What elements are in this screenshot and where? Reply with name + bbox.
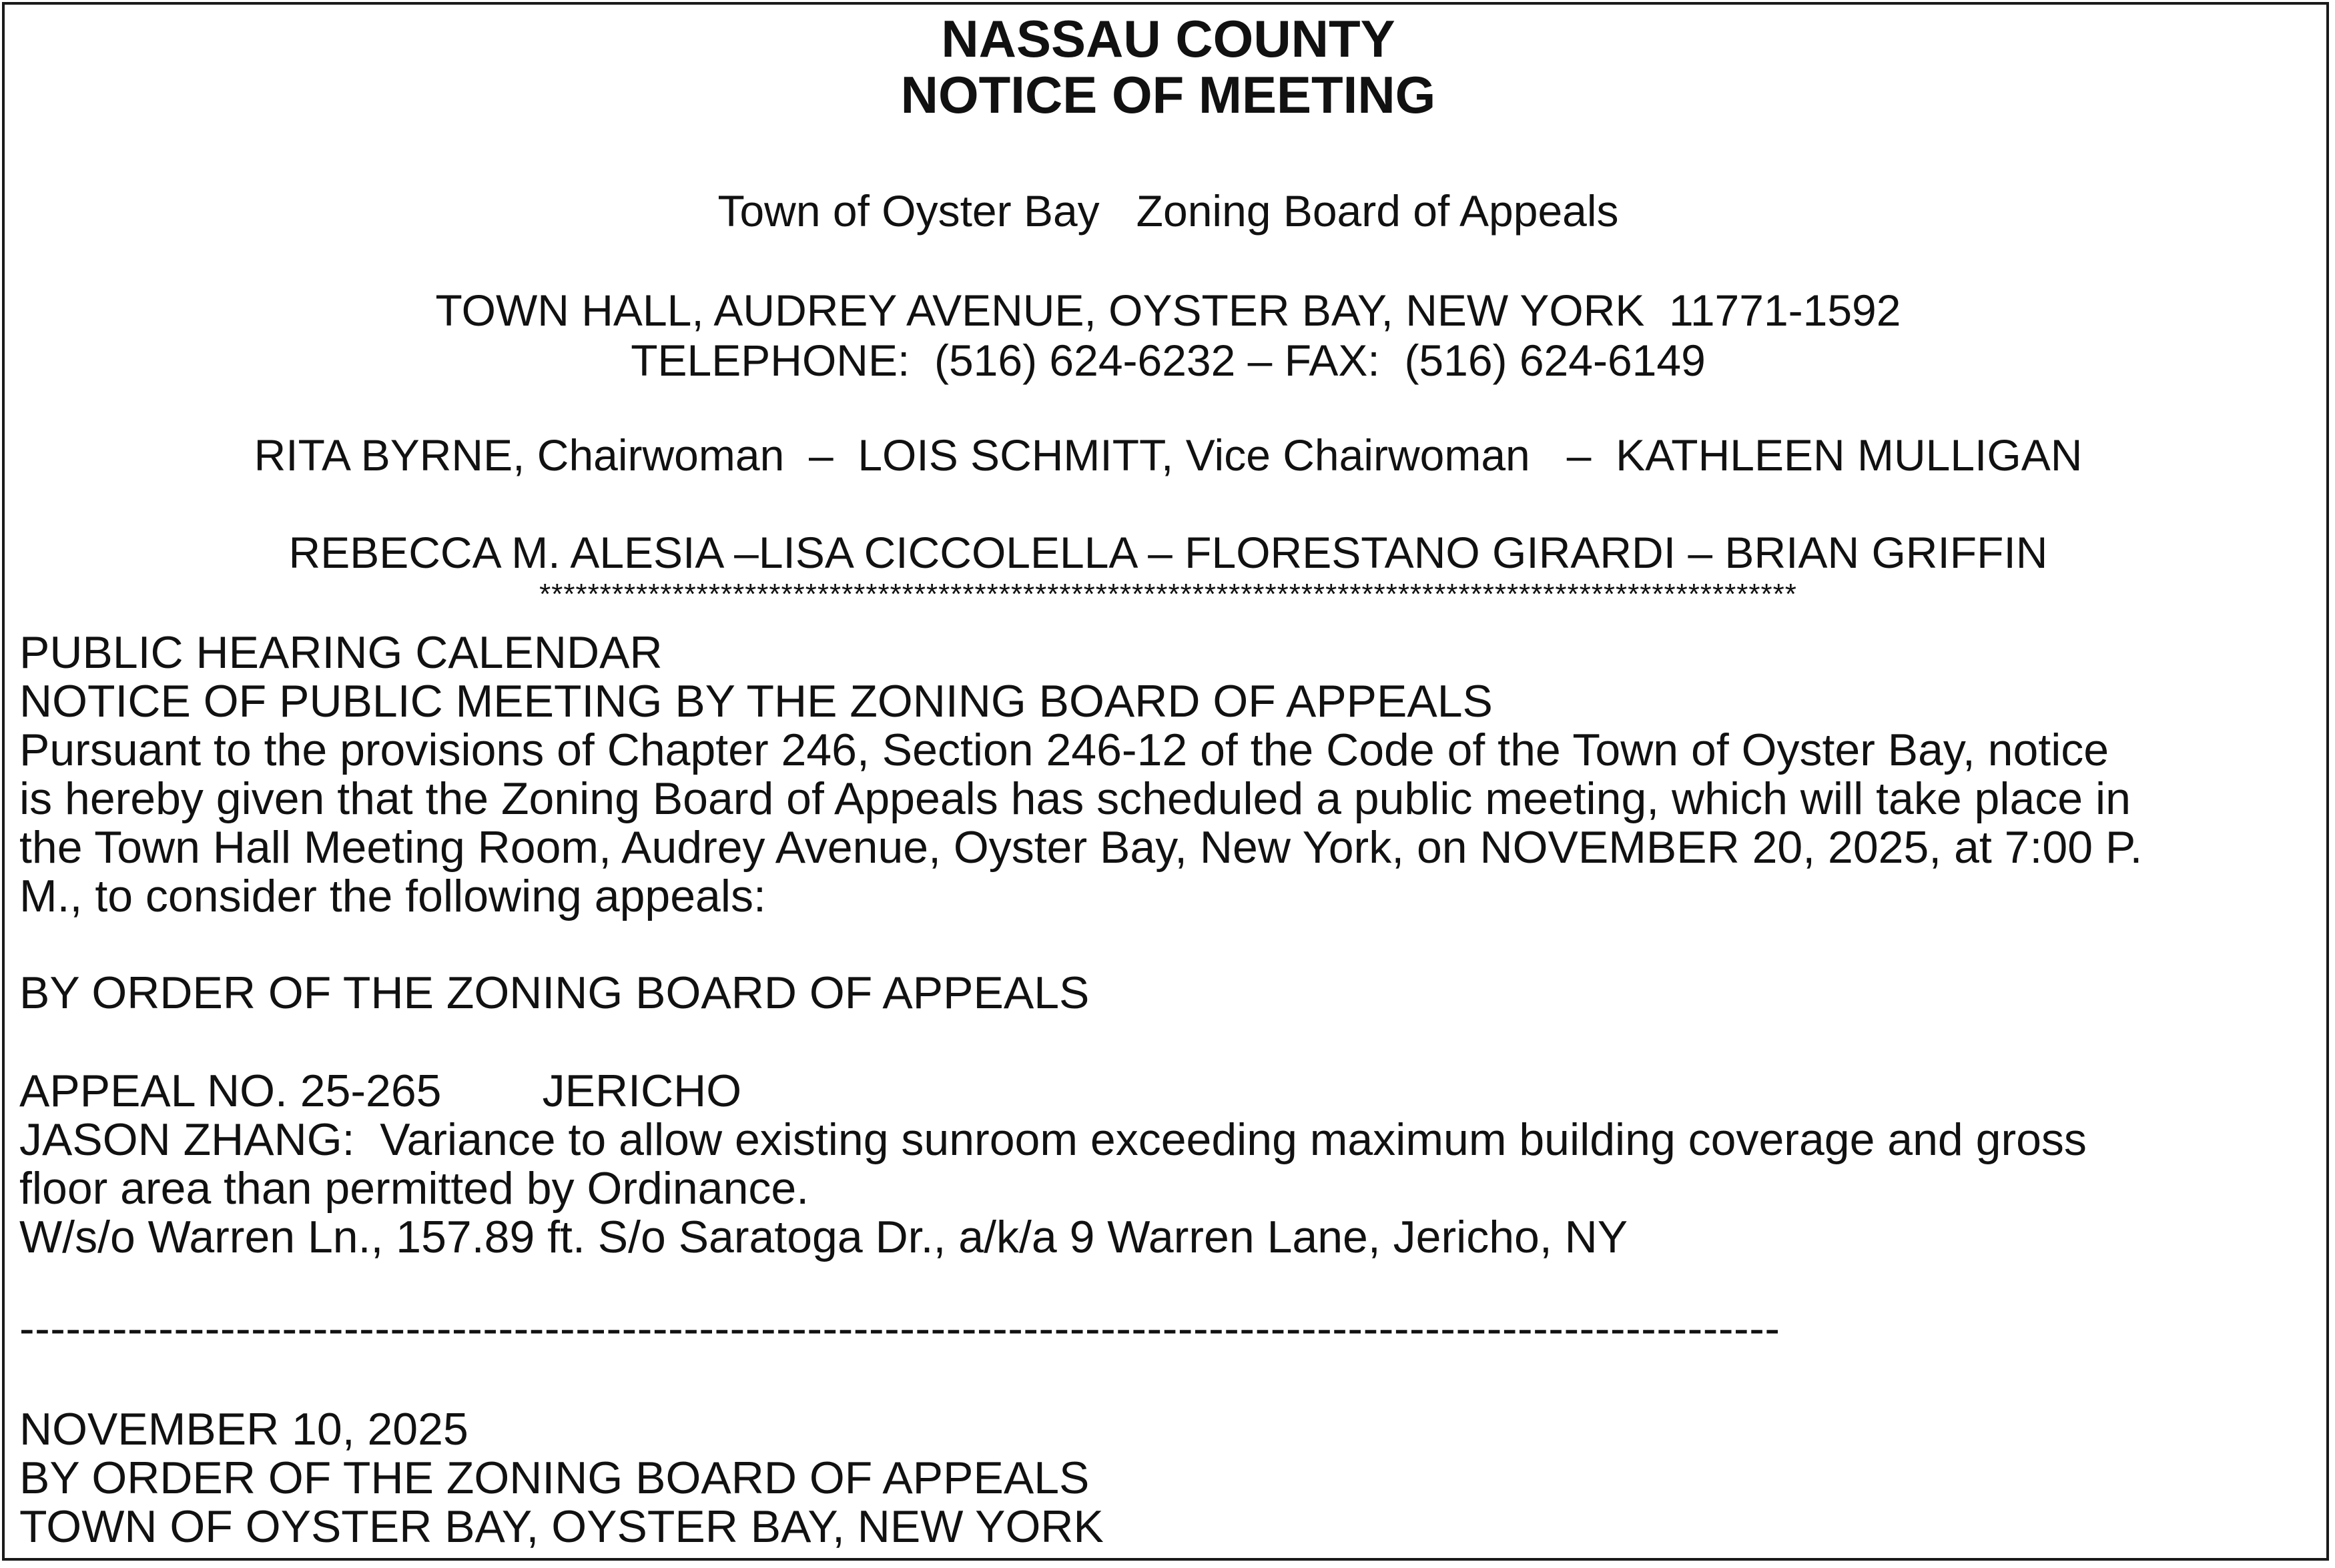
notice-paragraph-line: the Town Hall Meeting Room, Audrey Avenue, Oyster Bay, New York, on NOVEMBER 20, 2025, at 7:00 P. bbox=[19, 822, 2143, 873]
notice-frame bbox=[2, 2, 2329, 1561]
appeal-number: APPEAL NO. 25-265 JERICHO bbox=[19, 1066, 742, 1116]
address-line: TOWN HALL, AUDREY AVENUE, OYSTER BAY, NEW YORK 11771-1592 bbox=[435, 286, 1901, 335]
footer-by-order: BY ORDER OF THE ZONING BOARD OF APPEALS bbox=[19, 1453, 1090, 1503]
footer-date: NOVEMBER 10, 2025 bbox=[19, 1404, 468, 1455]
members-line-1: RITA BYRNE, Chairwoman – LOIS SCHMITT, Vice Chairwoman – KATHLEEN MULLIGAN bbox=[254, 430, 2083, 480]
by-order-line: BY ORDER OF THE ZONING BOARD OF APPEALS bbox=[19, 967, 1090, 1018]
phone-line: TELEPHONE: (516) 624-6232 – FAX: (516) 624-6149 bbox=[631, 336, 1706, 385]
appeal-location: W/s/o Warren Ln., 157.89 ft. S/o Saratoga Dr., a/k/a 9 Warren Lane, Jericho, NY bbox=[19, 1212, 1628, 1262]
calendar-subheading: NOTICE OF PUBLIC MEETING BY THE ZONING BOARD OF APPEALS bbox=[19, 676, 1493, 727]
board-line: Town of Oyster Bay Zoning Board of Appeals bbox=[717, 186, 1619, 236]
notice-paragraph-line: M., to consider the following appeals: bbox=[19, 871, 766, 921]
appeal-description-line: floor area than permitted by Ordinance. bbox=[19, 1163, 809, 1214]
appeal-description-line: JASON ZHANG: Variance to allow existing sunroom exceeding maximum building coverage and gross bbox=[19, 1114, 2087, 1165]
notice-paragraph-line: is hereby given that the Zoning Board of Appeals has scheduled a public meeting, which will take place in bbox=[19, 773, 2131, 824]
calendar-heading: PUBLIC HEARING CALENDAR bbox=[19, 627, 663, 678]
members-line-2: REBECCA M. ALESIA –LISA CICCOLELLA – FLORESTANO GIRARDI – BRIAN GRIFFIN bbox=[288, 528, 2048, 577]
notice-paragraph-line: Pursuant to the provisions of Chapter 246, Section 246-12 of the Code of the Town of Oyster Bay, notice bbox=[19, 725, 2109, 775]
footer-town: TOWN OF OYSTER BAY, OYSTER BAY, NEW YORK bbox=[19, 1501, 1104, 1552]
county-title: NASSAU COUNTY bbox=[941, 9, 1395, 68]
dash-divider: ------------------------------------------------------------------------------------------------------------------ bbox=[19, 1303, 1780, 1354]
notice-title: NOTICE OF MEETING bbox=[900, 65, 1436, 124]
star-separator: ******************************************************************************************************** bbox=[539, 578, 1797, 611]
